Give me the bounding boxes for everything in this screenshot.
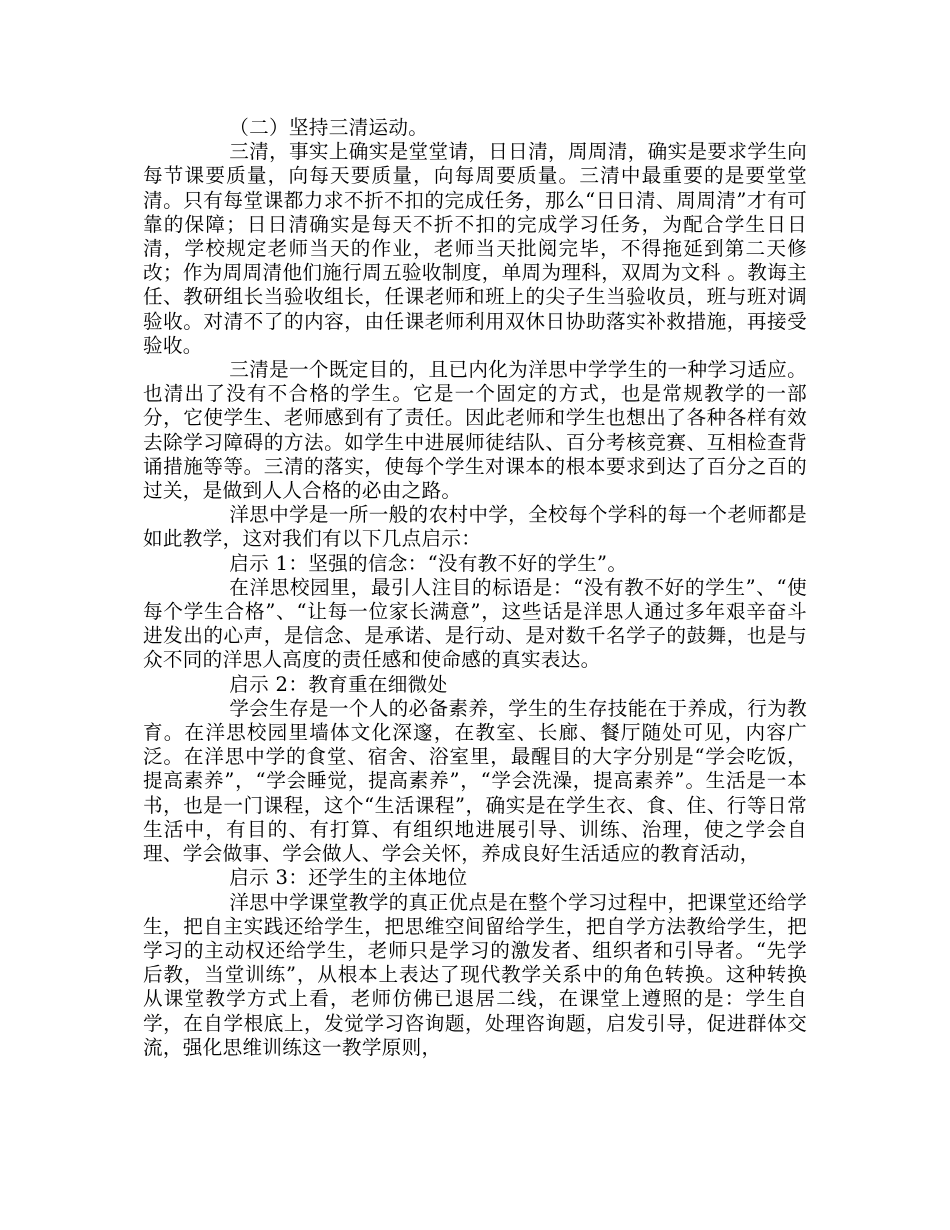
insight-heading: 启示 1：坚强的信念：“没有教不好的学生”。 bbox=[229, 551, 628, 575]
paragraph: 三清，事实上确实是堂堂请，日日清，周周清，确实是要求学生向每节课要质量，向每天要质量，向每周要质量。三清中最重要的是要堂堂清。只有每堂课都力求不折不扣的完成任务，那么“日日清、周周清”才有可靠的保障；日日清确实是每天不折不扣的完成学习任务，为配合学生日日清，学校规定老师当天的作业，老师当天批阅完毕，不得拖延到第二天修改；作为周周清他们施行周五验收制度，单周为理科，双周为文科 。教诲主任、教研组长当验收组长，任课老师和班上的尖子生当验收员，班与班对调验收。对清不了的内容，由任课老师利用双休日协助落实补救措施，再接受验收。 bbox=[143, 140, 807, 357]
document-body bbox=[143, 116, 807, 1060]
paragraph: 在洋思校园里，最引人注目的标语是：“没有教不好的学生”、“使每个学生合格”、“让每一位家长满意”，这些话是洋思人通过多年艰辛奋斗进发出的心声，是信念、是承诺、是行动、是对数千名学子的鼓舞，也是与众不同的洋思人高度的责任感和使命感的真实表达。 bbox=[143, 575, 807, 672]
paragraph: 学会生存是一个人的必备素养，学生的生存技能在于养成，行为教育。在洋思校园里墙体文化深邃，在教室、长廊、餐厅随处可见，内容广泛。在洋思中学的食堂、宿舍、浴室里，最醒目的大字分别是“学会吃饭，提高素养”，“学会睡觉，提高素养”，“学会洗澡，提高素养”。生活是一本书，也是一门课程，这个“生活课程”，确实是在学生衣、食、住、行等日常生活中，有目的、有打算、有组织地进展引导、训练、治理，使之学会自理、学会做事、学会做人、学会关怀，养成良好生活适应的教育活动， bbox=[143, 696, 807, 866]
paragraph: 洋思中学课堂教学的真正优点是在整个学习过程中，把课堂还给学生，把自主实践还给学生，把思维空间留给学生，把自学方法教给学生，把学习的主动权还给学生，老师只是学习的激发者、组织者和引导者。“先学后教，当堂训练”，从根本上表达了现代教学关系中的角色转换。这种转换从课堂教学方式上看，老师仿佛已退居二线，在课堂上遵照的是：学生自学，在自学根底上，发觉学习咨询题，处理咨询题，启发引导，促进群体交流，强化思维训练这一教学原则， bbox=[143, 890, 807, 1059]
paragraph: 洋思中学是一所一般的农村中学，全校每个学科的每一个老师都是如此教学，这对我们有以下几点启示： bbox=[143, 503, 807, 551]
section-heading: （二）坚持三清运动。 bbox=[229, 116, 429, 139]
insight-heading: 启示 2：教育重在细微处 bbox=[229, 672, 448, 696]
insight-heading: 启示 3：还学生的主体地位 bbox=[229, 866, 468, 890]
paragraph: 三清是一个既定目的，且已内化为洋思中学学生的一种学习适应。也清出了没有不合格的学生。它是一个固定的方式，也是常规教学的一部分，它使学生、老师感到有了责任。因此老师和学生也想出了各种各样有效去除学习障碍的方法。如学生中进展师徒结队、百分考核竞赛、互相检查背诵措施等等。三清的落实，使每个学生对课本的根本要求到达了百分之百的过关，是做到人人合格的必由之路。 bbox=[143, 358, 807, 503]
